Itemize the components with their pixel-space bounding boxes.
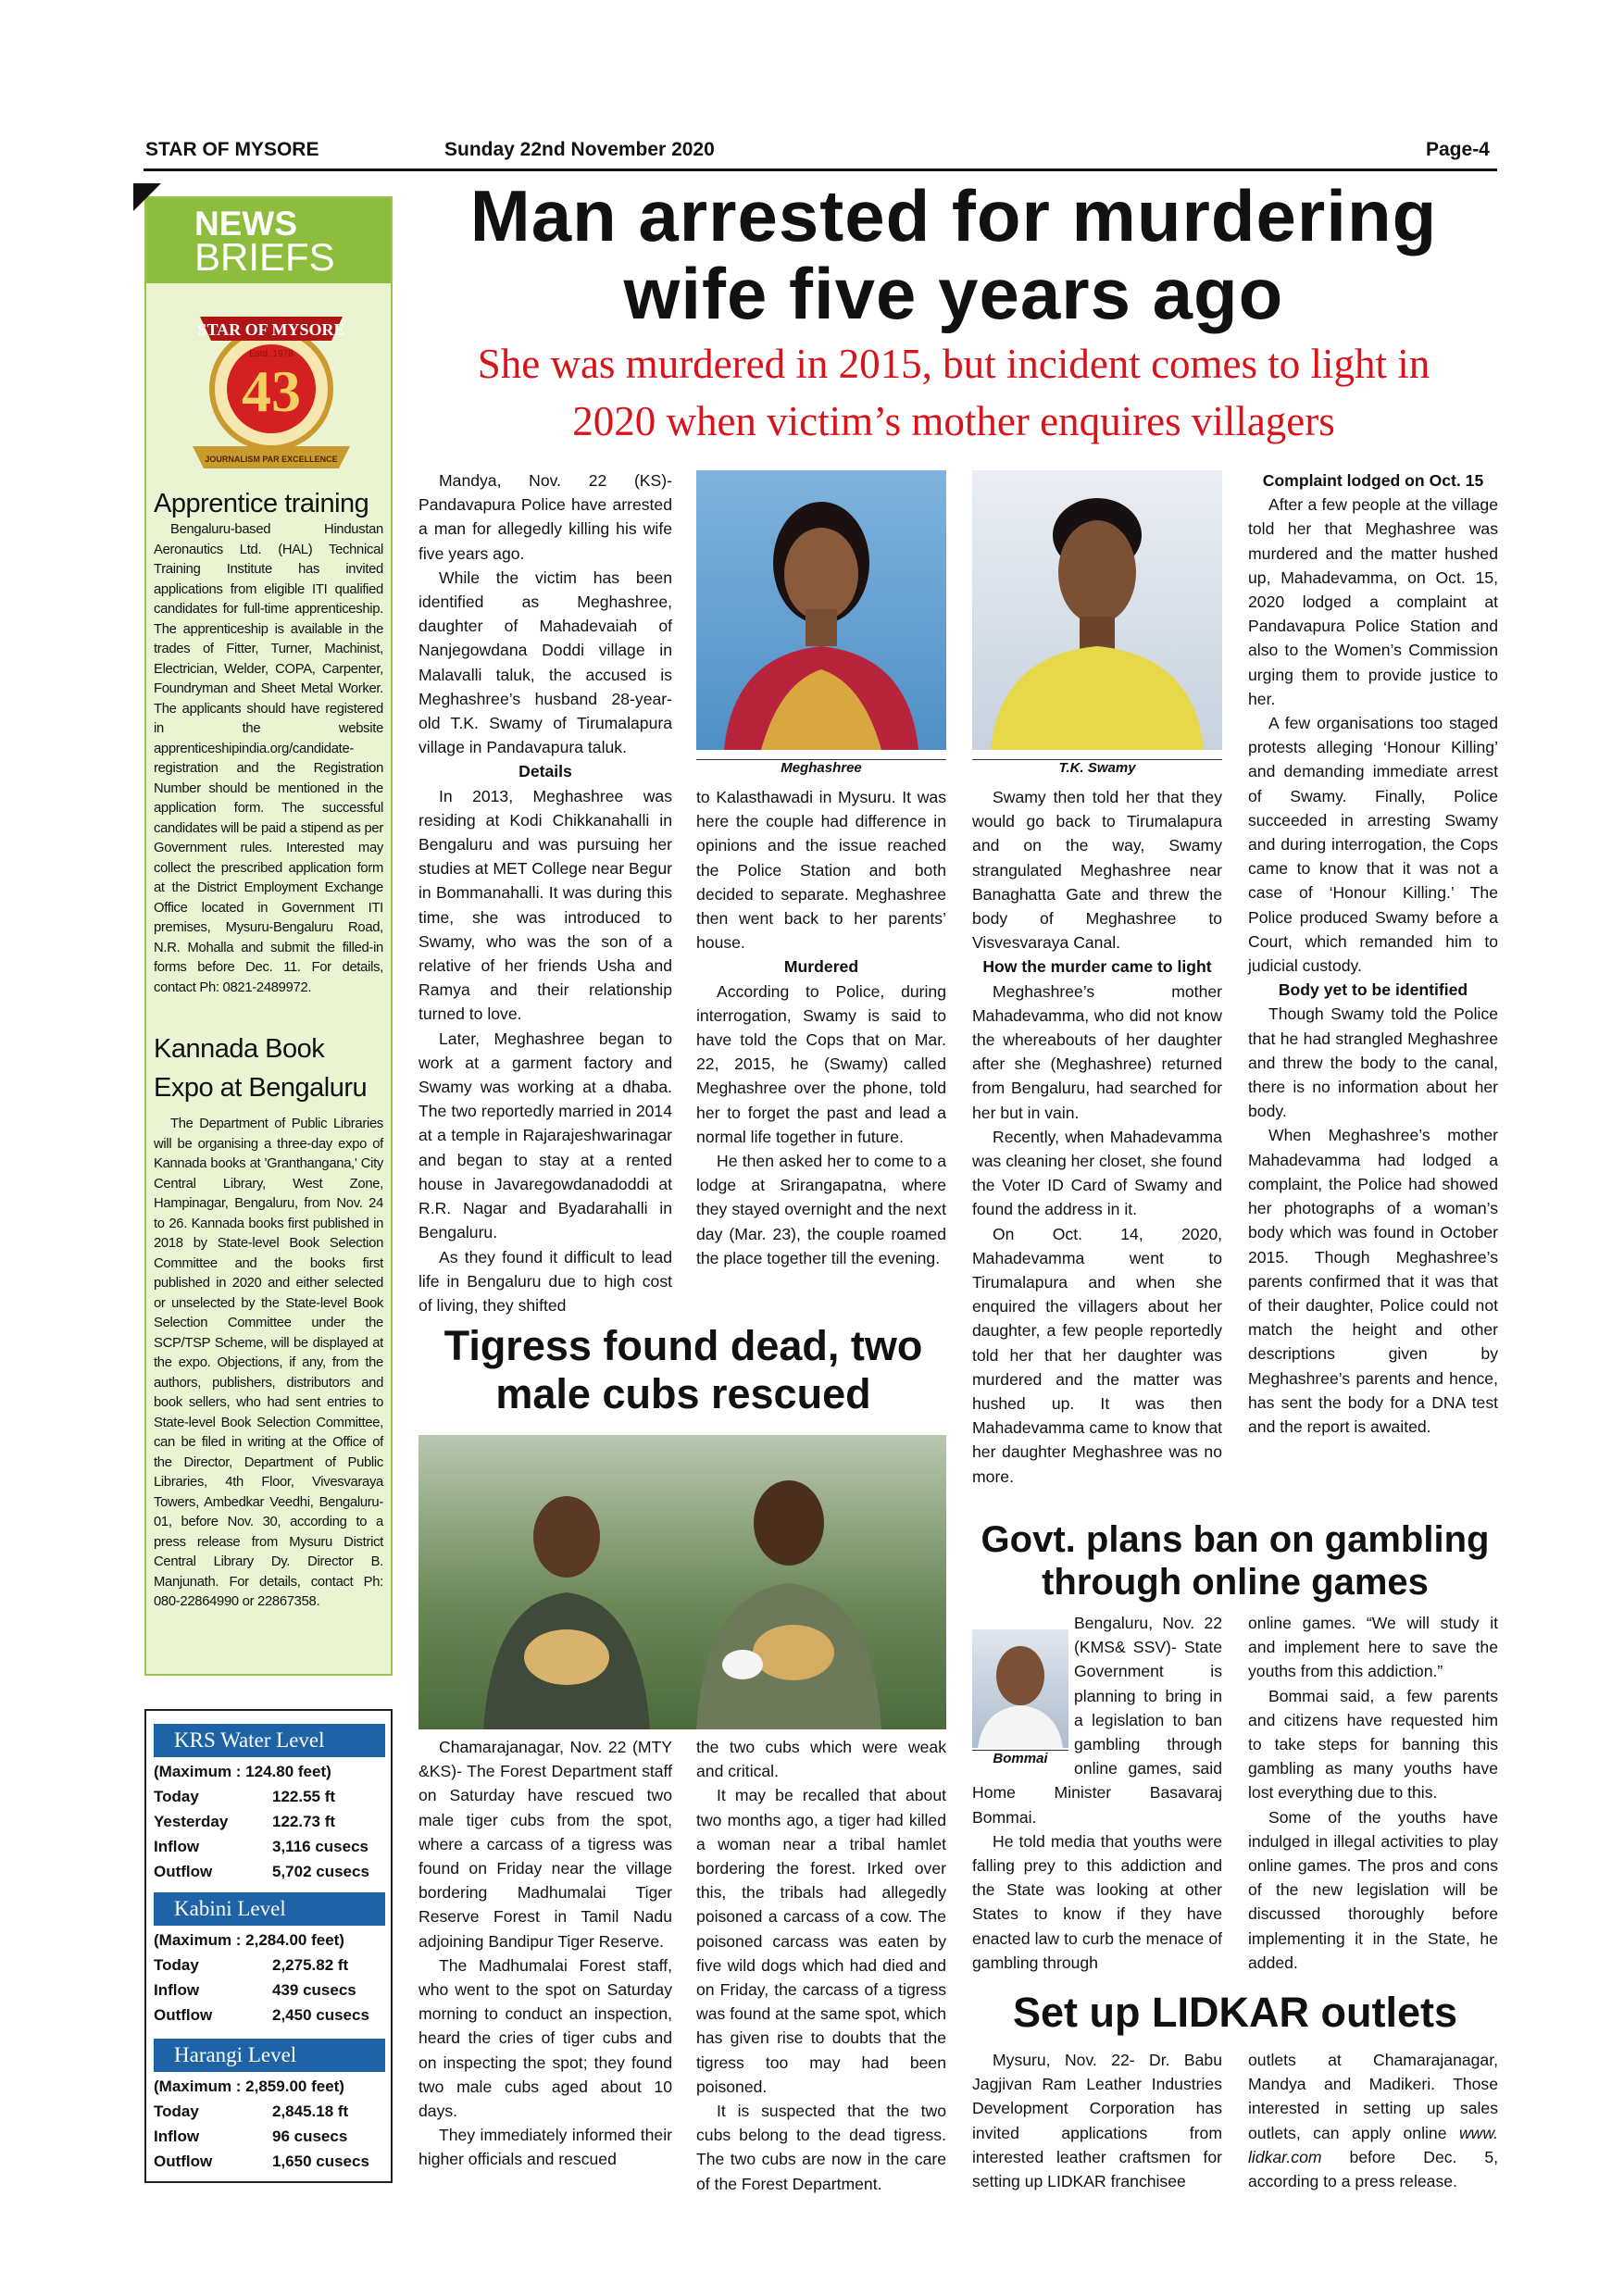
gambling-col2: online games. “We will study it and implement here to save the youths from this addiction.” Bommai said, a few parents and citizens have requested him to take steps for banning this gambling as many youths have lost everything due to this. Some of the youths have indulged in illegal activities to play online games. The pros and cons of the new legislation will be discussed thoroughly before implementing it in the State, he added.	[1248, 1614, 1498, 1972]
bommai-caption: Bommai	[972, 1750, 1068, 1766]
logo-top-text: STAR OF MYSORE	[197, 320, 345, 339]
table-row: Today 122.55 ft	[154, 1788, 336, 1805]
main-headline-line1: Man arrested for murdering	[469, 175, 1438, 256]
meghashree-photo	[696, 470, 946, 750]
gambling-col1: Bengaluru, Nov. 22 (KMS& SSV)- State Government is planning to bring in a legislation to ban gambling through online games, said Home Minister Basavaraj Bommai. He told media that youths were falling prey to this addiction and the State was looking at other States to know if they have enacted law to curb the menace of gambling through	[972, 1611, 1222, 1975]
main-story-col2: to Kalasthawadi in Mysuru. It was here the couple had difference in opinions and the issue reached the Police Station and both decided to separate. Meghashree then went back to her parents’ house. Murdered According to Police, during interrogation, Swamy is said to have told the Cops that on Mar. 22, 2015, he (Swamy) called Meghashree over the phone, told her to forget the past and lead a normal life together in future. He then asked her to come to a lodge at Srirangapatna, where they stayed overnight and the next day (Mar. 23), the couple roamed the place together till the evening.	[696, 788, 946, 1267]
water-level-box	[144, 1709, 393, 2183]
harangi-max: (Maximum : 2,859.00 feet)	[154, 2078, 344, 2095]
page-number: Page-4	[1426, 139, 1490, 160]
main-deck-line2: 2020 when victim’s mother enquires villagers	[572, 398, 1335, 444]
harangi-level-title: Harangi Level	[154, 2039, 385, 2072]
tiger-cubs-photo	[418, 1435, 946, 1729]
tigress-col1: Chamarajanagar, Nov. 22 (MTY &KS)- The Forest Department staff on Saturday have rescued two male tiger cubs from the spot, where a carcass of a tigress was found on Friday near the village bordering Madhumalai Tiger Reserve Forest in Tamil Nadu adjoining Bandipur Tiger Reserve. The Madhumalai Forest staff, who went to the spot on Saturday morning to conduct an inspection, heard the cries of tiger cubs and on inspecting the spot; they found two male cubs aged about 10 days. They immediately informed their higher officials and rescued	[418, 1738, 672, 2169]
header-rule	[144, 168, 1497, 171]
main-story-col3: Swamy then told her that they would go back to Tirumalapura and on the way, Swamy strangulated Meghashree near Banaghatta Gate and threw the body of Meghashree to Visvesvaraya Canal. How the murder came to light Meghashree’s mother Mahadevamma, who did not know the whereabouts of her daughter after she (Meghashree) returned from Bengaluru, had searched for her but in vain. Recently, when Mahadevamma was cleaning her closet, she found the Voter ID Card of Swamy and found the address in it. On Oct. 14, 2020, Mahadevamma went to Tirumalapura and when she enquired the villagers about her daughter, a few people reportedly told her that her daughter was murdered and the matter was hushed up. It was then Mahadevamma came to know that her daughter Meghashree was no more.	[972, 788, 1222, 1486]
photo-spacer	[972, 1611, 1074, 1776]
lidkar-col1: Mysuru, Nov. 22- Dr. Babu Jagjivan Ram Leather Industries Development Corporation has invited applications from interested leather craftsmen for setting up LIDKAR franchisee	[972, 2051, 1222, 2191]
forest-staff-with-cubs-icon	[418, 1435, 946, 1729]
harangi-level-table	[154, 2074, 385, 2174]
main-story-col1: Mandya, Nov. 22 (KS)- Pandavapura Police have arrested a man for allegedly killing his wife five years ago. While the victim has been identified as Meghashree, daughter of Mahadevaiah of Nanjegowdana Doddi village in Malavalli taluk, the accused is Meghashree’s husband 28-year-old T.K. Swamy of Tirumalapura village in Pandavapura taluk. Details In 2013, Meghashree was residing at Kodi Chikkanahalli in Bengaluru and was pursuing her studies at MET College near Begur in Bommanahalli. It was during this time, she was introduced to Swamy, who was the son of a relative of her friends Usha and Ramya and their relationship turned to love. Later, Meghashree began to work at a garment factory and Swamy was working at a dhaba. The two reportedly married in 2014 at a temple in Rajarajeshwarinagar and began to stay at a rented house in Javaregowdanadoddi at R.R. Nagar and Byadarahalli in Bengaluru. As they found it difficult to lead life in Bengaluru due to high cost of living, they shifted	[418, 471, 672, 1315]
krs-level-table	[154, 1759, 385, 1884]
table-row: Outflow 1,650 cusecs	[154, 2152, 369, 2170]
news-label: NEWS	[194, 205, 297, 243]
lidkar-headline: Set up LIDKAR outlets	[1013, 1989, 1457, 2036]
issue-date: Sunday 22nd November 2020	[444, 139, 715, 160]
woman-portrait-icon	[696, 470, 946, 750]
gambling-headline-line1: Govt. plans ban on gambling	[981, 1519, 1490, 1560]
tigress-headline-line2: male cubs rescued	[495, 1370, 871, 1417]
news-briefs-sidebar	[144, 196, 393, 1676]
krs-level-title: KRS Water Level	[154, 1724, 385, 1757]
logo-number: 43	[242, 358, 301, 424]
table-row: Inflow 439 cusecs	[154, 1981, 356, 1999]
table-row: Today 2,845.18 ft	[154, 2103, 349, 2120]
lidkar-col2: outlets at Chamarajanagar, Mandya and Madikeri. Those interested in setting up sales outlets, can apply online www. lidkar.com before Dec. 5, according to a press release.	[1248, 2051, 1499, 2191]
main-headline-line2: wife five years ago	[623, 253, 1284, 334]
tigress-headline-line1: Tigress found dead, two	[443, 1322, 923, 1369]
news-briefs-header	[146, 198, 391, 283]
brief2-title: Kannada Book Expo at Bengaluru	[154, 1034, 368, 1103]
lidkar-website-link[interactable]: www. lidkar.com	[1248, 2123, 1498, 2166]
swamy-photo	[972, 470, 1222, 750]
briefs-label: BRIEFS	[194, 235, 335, 279]
table-row: Today 2,275.82 ft	[154, 1956, 349, 1974]
table-row: Outflow 5,702 cusecs	[154, 1863, 369, 1880]
brief2-body: The Department of Public Libraries will be organising a three-day expo of Kannada books at 'Granthangana,' City Central Library, West Zone, Hampinagar, Bengaluru, from Nov. 24 to 26. Kannada books first published in 2018 by State-level Book Selection Committee and the books first published in 2020 and either selected or unselected by the State-level Book Selection Committee under the SCP/TSP Scheme, will be displayed at the expo. Objections, if any, from the authors, publishers, distributors and book sellers, who had sent entries to State-level Book Selection Committee, can be filed in writing at the Office of the Director, Department of Public Libraries, 4th Floor, Vivesvaraya Towers, Ambedkar Veedhi, Bengaluru-01, before Nov. 30, according to a press release from Mysuru District Central Library Dy. Director B. Manjunath. For details, contact Ph: 080-22864990 or 22867358.	[154, 1117, 383, 1609]
table-row: Inflow 96 cusecs	[154, 2128, 348, 2145]
meghashree-caption: Meghashree	[696, 759, 946, 776]
krs-max: (Maximum : 124.80 feet)	[154, 1763, 331, 1780]
paper-name: STAR OF MYSORE	[145, 139, 319, 160]
table-row: Inflow 3,116 cusecs	[154, 1838, 369, 1855]
table-row: Yesterday 122.73 ft	[154, 1813, 336, 1830]
brief1-title: Apprentice training	[154, 489, 369, 518]
kabini-level-title: Kabini Level	[154, 1892, 385, 1926]
main-deck-line1: She was murdered in 2015, but incident comes to light in	[477, 341, 1430, 387]
brief1-body: Bengaluru-based Hindustan Aeronautics Ltd. (HAL) Technical Training Institute has invited applications from eligible ITI qualified candidates for full-time apprenticeship. The apprenticeship is available in the trades of Fitter, Turner, Machinist, Electrician, Welder, COPA, Carpenter, Foundryman and Sheet Metal Worker. The applicants should have registered in the website apprenticeshipindia.org/candidate-registration and the Registration Number should be mentioned in the application form. The successful candidates will be paid a stipend as per Government rules. Interested may collect the prescribed application form at the District Employment Exchange Office located in Government ITI premises, Mysuru-Bengaluru Road, N.R. Mohalla and submit the filled-in forms before Dec. 11. For details, contact Ph: 0821-2489972.	[154, 522, 383, 995]
logo-motto: JOURNALISM PAR EXCELLENCE	[205, 455, 338, 464]
man-portrait-icon	[972, 470, 1222, 750]
main-story-col4: Complaint lodged on Oct. 15 After a few people at the village told her that Meghashree was murdered and the matter hushed up, Mahadevamma, on Oct. 15, 2020 lodged a complaint at Pandavapura Police Station and also to the Women’s Commission urging them to provide justice to her. A few organisations too staged protests alleging ‘Honour Killing’ and demanding immediate arrest of Swamy. Finally, Police succeeded in arresting Swamy and during interrogation, the Cops came to know that it was not a case of ‘Honour Killing.’ The Police produced Swamy before a Court, which remanded him to judicial custody. Body yet to be identified Though Swamy told the Police that he had strangled Meghashree and threw the body to the canal, there is no information about her body. When Meghashree’s mother Mahadevamma had lodged a complaint, the Police had showed her photographs of a woman’s body which was found in October 2015. Though Meghashree’s parents confirmed that it was that of their daughter, Police could not match the height and other descriptions given by Meghashree’s parents and hence, has sent the body for a DNA test and the report is awaited.	[1248, 471, 1498, 1436]
corner-mark-icon	[133, 183, 161, 211]
table-row: Outflow 2,450 cusecs	[154, 2006, 369, 2024]
kabini-max: (Maximum : 2,284.00 feet)	[154, 1931, 344, 1949]
logo-estd: Estd. 1978	[249, 349, 294, 359]
swamy-caption: T.K. Swamy	[972, 759, 1222, 776]
kabini-level-table	[154, 1928, 385, 2028]
gambling-headline-line2: through online games	[1042, 1562, 1429, 1603]
tigress-col2: the two cubs which were weak and critical. It may be recalled that about two months ago, a tiger had killed a woman near a tribal hamlet bordering the forest. Irked over this, the tribals had allegedly poisoned a carcass of a cow. The poisoned carcass was eaten by five wild dogs which had died and on Friday, the carcass of a tigress was found at the same spot, which has given rise to doubts that the tigress too may had been poisoned. It is suspected that the two cubs belong to the dead tigress. The two cubs are now in the care of the Forest Department.	[696, 1738, 946, 2193]
anniversary-logo	[183, 298, 359, 483]
